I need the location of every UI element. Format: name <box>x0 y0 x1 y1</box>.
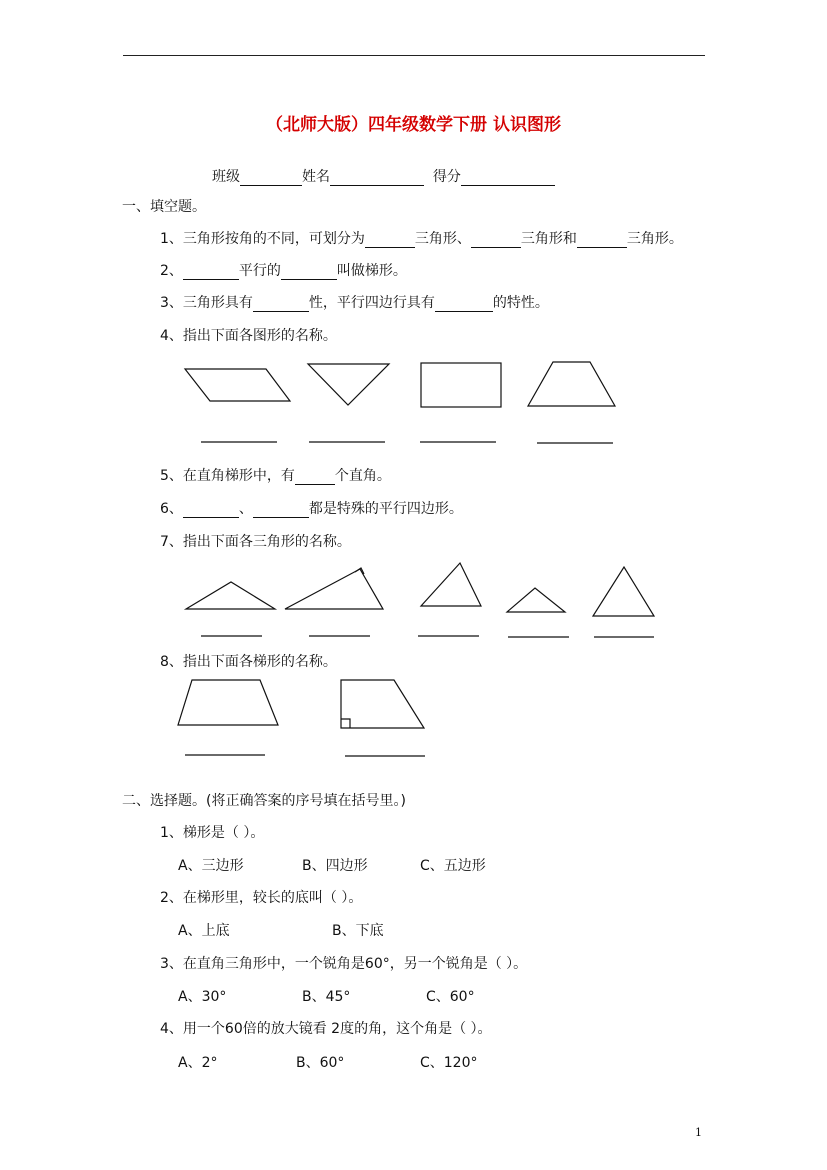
choice-1-option-c[interactable]: C、五边形 <box>420 858 486 874</box>
q2-text-a: 2、 <box>160 263 183 279</box>
q3-text-c: 的特性。 <box>492 295 549 311</box>
equilateral-triangle-shape <box>593 567 654 616</box>
score-label: 得分 <box>432 169 461 185</box>
q1-text-d: 三角形。 <box>626 231 683 247</box>
choice-question-3: 3、在直角三角形中，一个锐角是60°，另一个锐角是（ ）。 <box>160 956 528 972</box>
small-obtuse-triangle-shape <box>507 588 565 612</box>
question-8: 8、指出下面各梯形的名称。 <box>160 654 337 670</box>
isosceles-trapezoid-shape <box>178 680 278 725</box>
page-number: 1 <box>695 1126 702 1139</box>
q6-text-b: 、 <box>238 501 253 517</box>
q5-text-a: 5、在直角梯形中，有 <box>160 468 295 484</box>
right-triangle-shape <box>285 569 383 609</box>
right-angle-square-marker <box>341 719 350 728</box>
choice-question-4: 4、用一个60倍的放大镜看 2度的角，这个角是（ ）。 <box>160 1021 492 1037</box>
choice-3-option-b[interactable]: B、45° <box>302 989 351 1005</box>
question-7: 7、指出下面各三角形的名称。 <box>160 534 351 550</box>
choice-2-option-a[interactable]: A、上底 <box>178 923 230 939</box>
q5-text-b: 个直角。 <box>334 468 391 484</box>
q6-text-c: 都是特殊的平行四边形。 <box>308 501 463 517</box>
q1-text-b: 三角形、 <box>414 231 471 247</box>
parallelogram-shape <box>185 369 290 401</box>
choice-4-option-b[interactable]: B、60° <box>296 1055 345 1071</box>
question-4: 4、指出下面各图形的名称。 <box>160 328 337 344</box>
name-label: 姓名 <box>302 169 330 185</box>
choice-4-option-a[interactable]: A、2° <box>178 1055 218 1071</box>
choice-4-option-c[interactable]: C、120° <box>420 1055 478 1071</box>
q1-text-c: 三角形和 <box>520 231 577 247</box>
choice-question-2: 2、在梯形里，较长的底叫（ ）。 <box>160 890 363 906</box>
choice-1-option-a[interactable]: A、三边形 <box>178 858 244 874</box>
trapezoid-shape <box>528 362 615 406</box>
choice-3-option-c[interactable]: C、60° <box>426 989 475 1005</box>
choice-3-option-a[interactable]: A、30° <box>178 989 227 1005</box>
q3-text-b: 性，平行四边行具有 <box>308 295 435 311</box>
q2-text-b: 平行的 <box>238 263 281 279</box>
acute-triangle-shape <box>421 563 481 606</box>
q6-text-a: 6、 <box>160 501 183 517</box>
rectangle-shape <box>421 363 501 407</box>
q3-text-a: 3、三角形具有 <box>160 295 253 311</box>
q2-text-c: 叫做梯形。 <box>336 263 407 279</box>
obtuse-triangle-shape <box>186 582 275 609</box>
choice-question-1: 1、梯形是（ ）。 <box>160 825 265 841</box>
inverted-triangle-shape <box>308 364 389 405</box>
right-trapezoid-shape <box>341 680 424 728</box>
section2-heading: 二、选择题。(将正确答案的序号填在括号里。) <box>122 793 406 809</box>
choice-1-option-b[interactable]: B、四边形 <box>302 858 368 874</box>
page-title: （北师大版）四年级数学下册 认识图形 <box>266 115 561 135</box>
q1-text-a: 1、三角形按角的不同，可划分为 <box>160 231 365 247</box>
section1-heading: 一、填空题。 <box>122 199 206 215</box>
choice-2-option-b[interactable]: B、下底 <box>332 923 384 939</box>
class-label: 班级 <box>212 169 240 185</box>
